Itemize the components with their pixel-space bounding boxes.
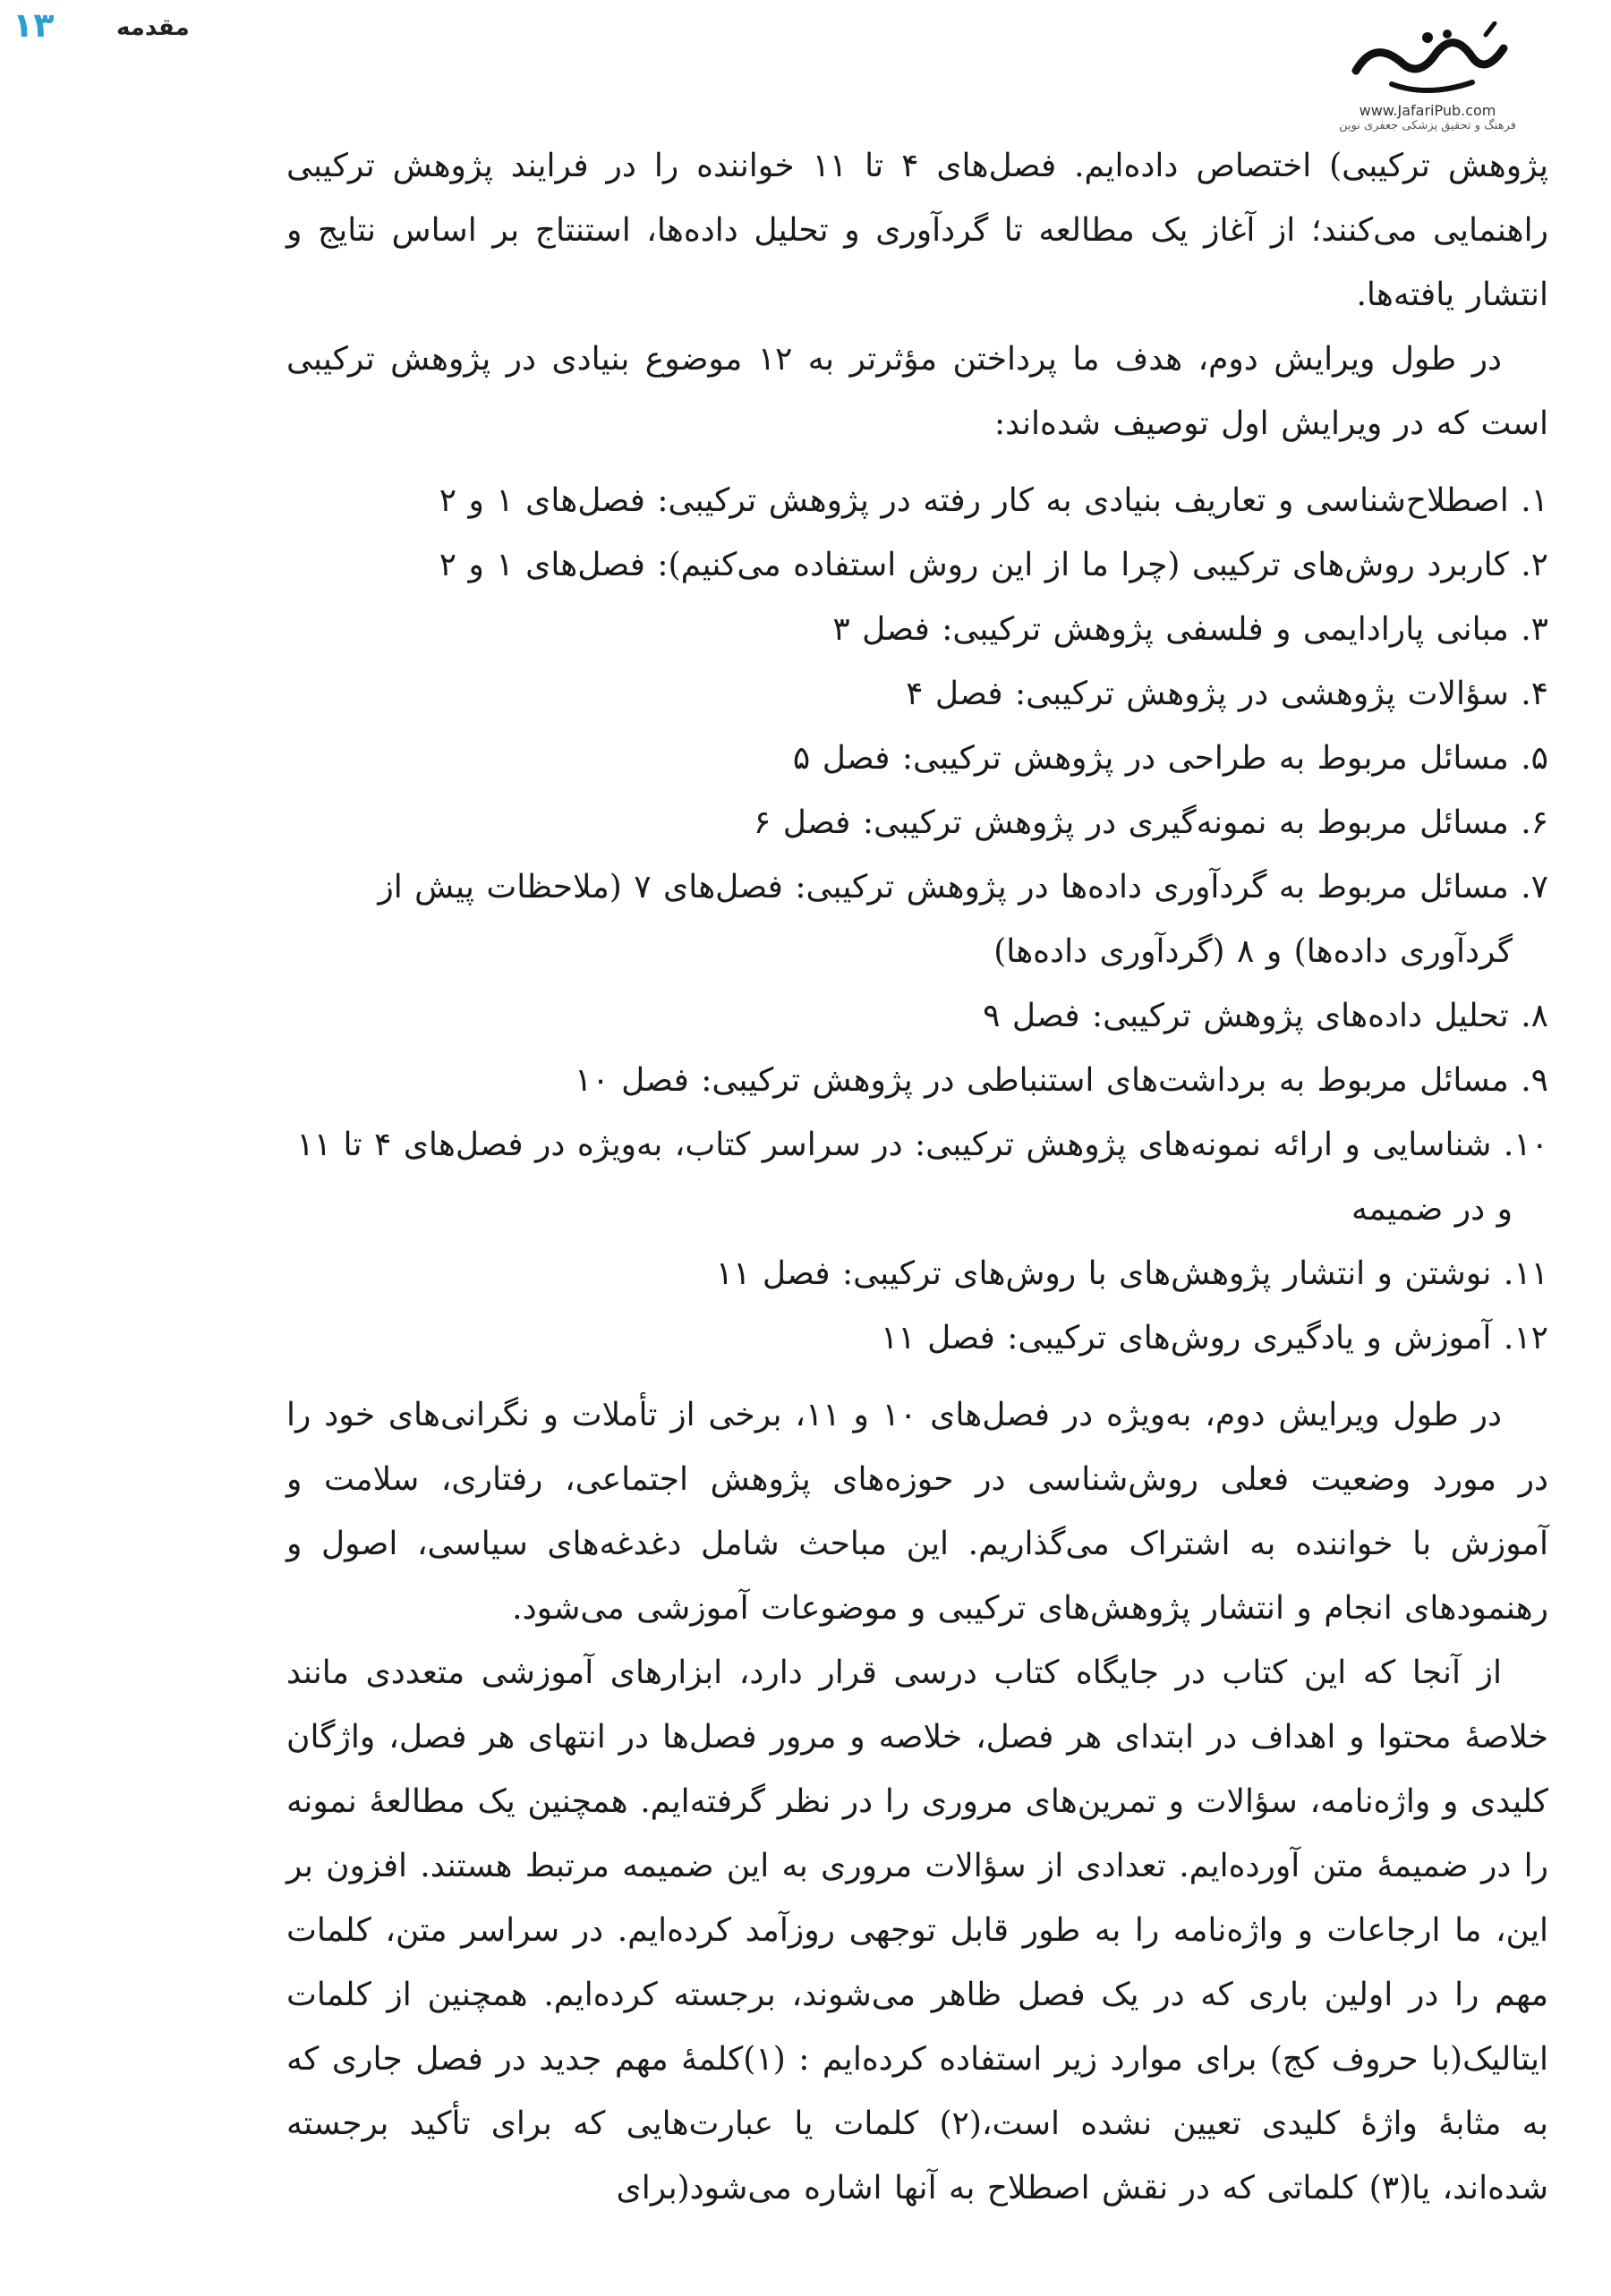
topic-item: ۹. مسائل مربوط به برداشت‌های استنباطی در پژوهش ترکیبی: فصل ۱۰ <box>574 1062 1548 1099</box>
topic-item: ۲. کاربرد روش‌های ترکیبی (چرا ما از این روش استفاده می‌کنیم): فصل‌های ۱ و ۲ <box>439 547 1548 583</box>
topic-item: ۷. مسائل مربوط به گردآوری داده‌ها در پژوهش ترکیبی: فصل‌های ۷ (ملاحظات پیش از گردآوری داده‌ها) و ۸ (گردآوری داده‌ها) <box>378 869 1548 970</box>
logo-caption: فرهنگ و تحقیق پزشکی جعفری نوین <box>1339 119 1516 132</box>
topic-item: ۸. تحلیل داده‌های پژوهش ترکیبی: فصل ۹ <box>983 998 1548 1034</box>
page-body <box>286 134 1548 2221</box>
topic-item: ۱. اصطلاح‌شناسی و تعاریف بنیادی به کار رفته در پژوهش ترکیبی: فصل‌های ۱ و ۲ <box>439 482 1548 519</box>
tools-paragraph: از آنجا که این کتاب در جایگاه کتاب درسی قرار دارد، ابزارهای آموزشی متعددی مانند خلاصهٔ محتوا و اهداف در ابتدای هر فصل، خلاصه و مرور فصل‌ها در انتهای هر فصل، واژگان کلیدی و واژه‌نامه، سؤالات و تمرین‌های مروری را در نظر گرفته‌ایم. همچنین یک مطالعهٔ نمونه را در ضمیمهٔ متن آورده‌ایم. تعدادی از سؤالات مروری به این ضمیمه مرتبط هستند. افزون بر این، ما ارجاعات و واژه‌نامه را به طور قابل توجهی روزآمد کرده‌ایم. در سراسر متن، کلمات مهم را در اولین باری که در یک فصل ظاهر می‌شوند، برجسته کرده‌ایم. همچنین از کلمات ایتالیک(با حروف کج) برای موارد زیر استفاده کرده‌ایم : (۱)کلمهٔ مهم جدید در فصل جاری که به مثابهٔ واژهٔ کلیدی تعیین نشده است،(۲) کلمات یا عبارت‌هایی که برای تأکید برجسته شده‌اند، یا(۳) کلماتی که در نقش اصطلاح به آنها اشاره می‌شود(برای <box>286 1654 1549 2207</box>
topic-item: ۱۲. آموزش و یادگیری روش‌های ترکیبی: فصل ۱۱ <box>881 1320 1548 1356</box>
topic-item: ۱۱. نوشتن و انتشار پژوهش‌های با روش‌های ترکیبی: فصل ۱۱ <box>715 1255 1548 1292</box>
topic-item: ۶. مسائل مربوط به نمونه‌گیری در پژوهش ترکیبی: فصل ۶ <box>753 804 1548 841</box>
topics-list <box>286 469 1548 1371</box>
logo-url[interactable]: www.JafariPub.com <box>1359 102 1496 119</box>
page-number: ۱۳ <box>13 5 55 45</box>
topic-item: ۳. مبانی پارادایمی و فلسفی پژوهش ترکیبی: فصل ۳ <box>832 611 1548 648</box>
topic-item: ۵. مسائل مربوط به طراحی در پژوهش ترکیبی: فصل ۵ <box>792 740 1548 777</box>
intro-paragraph: پژوهش ترکیبی) اختصاص داده‌ایم. فصل‌های ۴ تا ۱۱ خواننده را در فرایند پژوهش ترکیبی راهنمایی می‌کنند؛ از آغاز یک مطالعه تا گردآوری و تحلیل داده‌ها، استنتاج بر اساس نتایج و انتشار یافته‌ها. <box>286 148 1549 313</box>
topics-intro-paragraph: در طول ویرایش دوم، هدف ما پرداختن مؤثرتر به ۱۲ موضوع بنیادی در پژوهش ترکیبی است که در ویرایش اول توصیف شده‌اند: <box>286 341 1548 442</box>
publisher-logo-icon <box>1338 21 1517 102</box>
topic-item: ۴. سؤالات پژوهشی در پژوهش ترکیبی: فصل ۴ <box>906 676 1548 712</box>
running-head: مقدمه <box>116 14 190 41</box>
topic-item: ۱۰. شناسایی و ارائه نمونه‌های پژوهش ترکیبی: در سراسر کتاب، به‌ویژه در فصل‌های ۴ تا ۱۱ و در ضمیمه <box>296 1127 1548 1228</box>
reflections-paragraph: در طول ویرایش دوم، به‌ویژه در فصل‌های ۱۰ و ۱۱، برخی از تأملات و نگرانی‌های خود را در مورد وضعیت فعلی روش‌شناسی در حوزه‌های پژوهش اجتماعی، رفتاری، سلامت و آموزش با خواننده به اشتراک می‌گذاریم. این مباحث شامل دغدغه‌های سیاسی، اصول و رهنمودهای انجام و انتشار پژوهش‌های ترکیبی و موضوعات آموزشی می‌شود. <box>286 1397 1548 1627</box>
